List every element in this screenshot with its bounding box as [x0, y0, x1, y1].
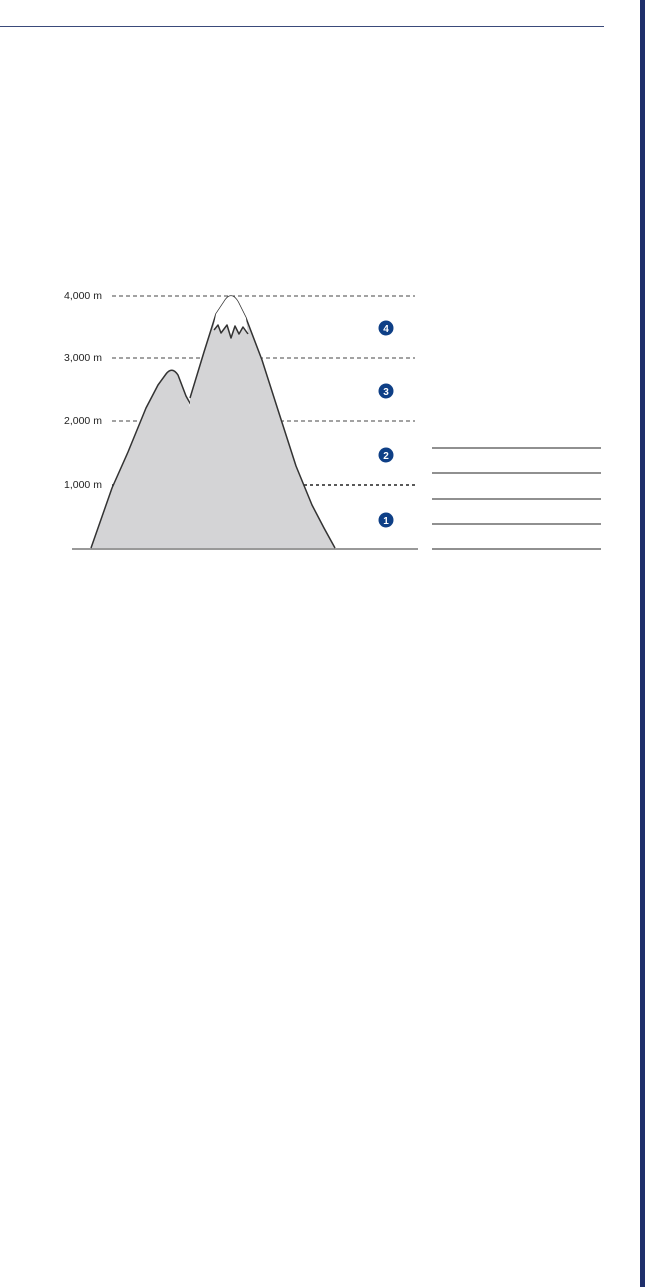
altitude-label-2000: 2,000 m	[64, 415, 102, 427]
zone-badge-3	[379, 384, 394, 399]
zone-badge-2	[379, 448, 394, 463]
altitude-zones-diagram	[0, 0, 645, 600]
altitude-label-4000: 4,000 m	[64, 290, 102, 302]
main-peak	[190, 296, 335, 548]
zone-number-4: 4	[383, 324, 389, 335]
zone-number-2: 2	[383, 451, 389, 462]
zone-badge-4	[379, 321, 394, 336]
altitude-label-3000: 3,000 m	[64, 352, 102, 364]
zone-number-1: 1	[383, 516, 389, 527]
altitude-label-1000: 1,000 m	[64, 479, 102, 491]
zone-badge-1	[379, 513, 394, 528]
zone-number-3: 3	[383, 387, 389, 398]
